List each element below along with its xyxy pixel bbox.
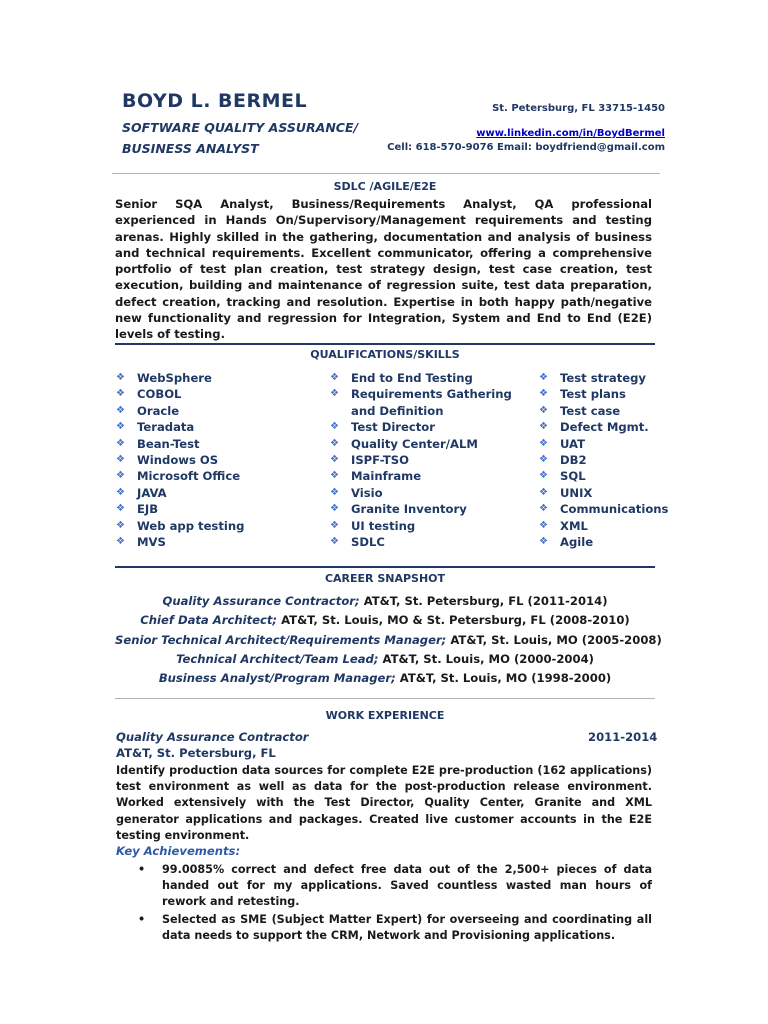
skill-label: Agile (560, 534, 594, 549)
achievement-item (116, 912, 652, 944)
skill-label: JAVA (137, 485, 167, 500)
diamond-bullet-icon: ❖ (539, 404, 548, 416)
achievement-text: Selected as SME (Subject Matter Expert) for overseeing and coordinating all data needs to support the CRM, Network and Provisioning applications. (162, 912, 652, 942)
diamond-bullet-icon: ❖ (330, 503, 339, 515)
diamond-bullet-icon: ❖ (116, 388, 125, 400)
career-heading: CAREER SNAPSHOT (324, 572, 446, 585)
contact-cell-email: Cell: 618-570-9076 Email: boydfriend@gmail.com (387, 142, 665, 153)
job-role: Quality Assurance Contractor (116, 730, 309, 744)
candidate-name: BOYD L. BERMEL (122, 90, 308, 112)
skill-item (539, 468, 668, 484)
work-divider (115, 698, 655, 699)
diamond-bullet-icon: ❖ (116, 503, 125, 515)
skill-label: UNIX (560, 485, 593, 500)
diamond-bullet-icon: ❖ (330, 437, 339, 449)
skill-label: Microsoft Office (137, 469, 241, 484)
linkedin-link[interactable]: www.linkedin.com/in/BoydBermel (476, 128, 665, 139)
skill-label: SDLC (351, 534, 385, 549)
skill-label: COBOL (137, 387, 182, 402)
skill-label: Test plans (560, 387, 626, 402)
career-role: Senior Technical Architect/Requirements Manager; (115, 632, 447, 647)
skill-label: and Definition (351, 403, 444, 418)
skill-item (116, 403, 244, 419)
skill-item (330, 501, 512, 517)
skill-item (539, 534, 668, 550)
career-organization: AT&T, St. Louis, MO (2005-2008) (446, 632, 662, 647)
diamond-bullet-icon: ❖ (116, 486, 125, 498)
diamond-bullet-icon: ❖ (539, 470, 548, 482)
diamond-bullet-icon: ❖ (116, 437, 125, 449)
skills-heading: QUALIFICATIONS/SKILLS (310, 348, 460, 361)
work-heading: WORK EXPERIENCE (325, 709, 445, 722)
skills-column-3 (539, 370, 668, 550)
skill-item (330, 485, 512, 501)
skill-item (330, 468, 512, 484)
diamond-bullet-icon: ❖ (116, 519, 125, 531)
diamond-bullet-icon: ❖ (539, 519, 548, 531)
skill-label: Requirements Gathering (351, 387, 512, 402)
skills-divider (115, 343, 655, 345)
career-organization: AT&T, St. Louis, MO & St. Petersburg, FL (2008-2010) (277, 613, 630, 628)
bullet-dot-icon: • (138, 863, 146, 876)
diamond-bullet-icon: ❖ (116, 535, 125, 547)
diamond-bullet-icon: ❖ (330, 486, 339, 498)
achievements-list (116, 862, 652, 945)
diamond-bullet-icon: ❖ (330, 470, 339, 482)
skill-item (539, 452, 668, 468)
skill-label: Mainframe (351, 469, 422, 484)
skill-item (539, 436, 668, 452)
skill-label: Quality Center/ALM (351, 436, 478, 451)
contact-location: St. Petersburg, FL 33715-1450 (492, 103, 665, 114)
skill-label: Communications (560, 502, 669, 517)
career-role: Quality Assurance Contractor; (162, 594, 360, 608)
skill-item (330, 436, 512, 452)
diamond-bullet-icon: ❖ (116, 404, 125, 416)
skill-label: Oracle (137, 403, 180, 418)
career-organization: AT&T, St. Louis, MO (1998-2000) (395, 671, 612, 686)
skill-label: XML (560, 518, 588, 533)
career-role: Business Analyst/Program Manager; (158, 671, 396, 686)
diamond-bullet-icon: ❖ (539, 486, 548, 498)
skills-column-1 (116, 370, 244, 550)
career-entry (115, 669, 655, 688)
skill-item (116, 518, 244, 534)
skill-item (116, 485, 244, 501)
diamond-bullet-icon: ❖ (330, 421, 339, 433)
diamond-bullet-icon: ❖ (116, 453, 125, 465)
contact-linkedin (476, 128, 665, 139)
skill-item (116, 452, 244, 468)
job-title-line-2: BUSINESS ANALYST (122, 141, 259, 156)
skills-column-2 (330, 370, 512, 550)
skill-label: Defect Mgmt. (560, 420, 649, 435)
skill-label: Test case (560, 403, 621, 418)
skill-item (539, 419, 668, 435)
job-years: 2011-2014 (588, 730, 658, 744)
skill-item (539, 370, 668, 386)
career-organization: AT&T, St. Petersburg, FL (2011-2014) (359, 594, 608, 608)
career-divider (115, 566, 655, 568)
skill-item (539, 501, 668, 517)
diamond-bullet-icon: ❖ (330, 453, 339, 465)
job-title-line-1: SOFTWARE QUALITY ASSURANCE/ (122, 120, 359, 135)
diamond-bullet-icon: ❖ (116, 421, 125, 433)
skill-label: DB2 (560, 452, 587, 467)
skill-item (539, 386, 668, 402)
skill-label: WebSphere (137, 371, 212, 385)
career-organization: AT&T, St. Louis, MO (2000-2004) (378, 651, 594, 666)
diamond-bullet-icon: ❖ (539, 453, 548, 465)
career-role: Chief Data Architect; (140, 613, 278, 628)
diamond-bullet-icon: ❖ (330, 535, 339, 547)
diamond-bullet-icon: ❖ (539, 437, 548, 449)
skill-label: UAT (560, 436, 586, 451)
skill-item (116, 436, 244, 452)
skill-label: ISPF-TSO (351, 452, 409, 467)
skill-item (330, 403, 512, 419)
skill-label: Bean-Test (137, 436, 200, 451)
diamond-bullet-icon: ❖ (539, 372, 548, 383)
skill-item (116, 370, 244, 386)
skill-item (116, 534, 244, 550)
skill-label: Test Director (351, 420, 435, 435)
skill-item (539, 518, 668, 534)
skill-item (539, 403, 668, 419)
skill-item (330, 370, 512, 386)
achievements-heading: Key Achievements: (116, 844, 241, 858)
achievement-text: 99.0085% correct and defect free data out of the 2,500+ pieces of data handed out for my applications. Saved countless wasted man hours of rework and retesting. (162, 863, 652, 909)
career-entry (115, 611, 655, 630)
skill-item (116, 501, 244, 517)
skill-label: MVS (137, 534, 166, 549)
career-entry (115, 631, 662, 650)
skill-label: Granite Inventory (351, 502, 467, 517)
skill-item (116, 419, 244, 435)
bullet-dot-icon: • (138, 912, 146, 926)
diamond-bullet-icon: ❖ (330, 519, 339, 531)
skill-label: End to End Testing (351, 371, 473, 385)
career-role: Technical Architect/Team Lead; (176, 651, 379, 666)
skill-item (330, 386, 512, 402)
diamond-bullet-icon: ❖ (539, 421, 548, 433)
skill-item (330, 419, 512, 435)
skill-label: Test strategy (560, 371, 646, 385)
diamond-bullet-icon: ❖ (539, 388, 548, 400)
skill-label: SQL (560, 469, 586, 484)
skill-item (116, 468, 244, 484)
job-organization: AT&T, St. Petersburg, FL (116, 746, 276, 760)
skill-label: Web app testing (137, 518, 245, 533)
diamond-bullet-icon: ❖ (539, 503, 548, 515)
skill-item (539, 485, 668, 501)
diamond-bullet-icon: ❖ (116, 470, 125, 482)
skill-label: Windows OS (137, 452, 219, 467)
skill-label: EJB (137, 502, 159, 517)
skill-label: Visio (351, 485, 383, 500)
job-description: Identify production data sources for complete E2E pre-production (162 applications) test environment as well as data for the post-production release environment. Worked extensively with the Test Director, Quality Center, Granite and XML generator applications and packages. Created live customer accounts in the E2E testing environment. (116, 764, 652, 842)
career-entry (115, 592, 655, 611)
diamond-bullet-icon: ❖ (330, 372, 339, 383)
career-entry (115, 650, 655, 669)
skill-item (330, 534, 512, 550)
skill-label: Teradata (137, 420, 195, 435)
summary-heading: SDLC /AGILE/E2E (333, 180, 437, 193)
diamond-bullet-icon: ❖ (330, 388, 339, 400)
diamond-bullet-icon: ❖ (539, 535, 548, 547)
header-divider (112, 173, 660, 174)
skill-item (330, 518, 512, 534)
summary-text: Senior SQA Analyst, Business/Requirements Analyst, QA professional experienced in Hands On/Supervisory/Management requirements and testing arenas. Highly skilled in the gathering, documentation and analysis of business and technical requirements. Excellent communicator, offering a comprehensive portfolio of test plan creation, test strategy design, test case creation, test execution, building and maintenance of regression suite, test data preparation, defect creation, tracking and resolution. Expertise in both happy path/negative new functionality and regression for Integration, System and End to End (E2E) levels of testing. (115, 197, 652, 342)
skill-label: UI testing (351, 518, 416, 533)
skill-item (330, 452, 512, 468)
achievement-item (116, 862, 652, 911)
skill-item (116, 386, 244, 402)
diamond-bullet-icon: ❖ (116, 372, 125, 383)
